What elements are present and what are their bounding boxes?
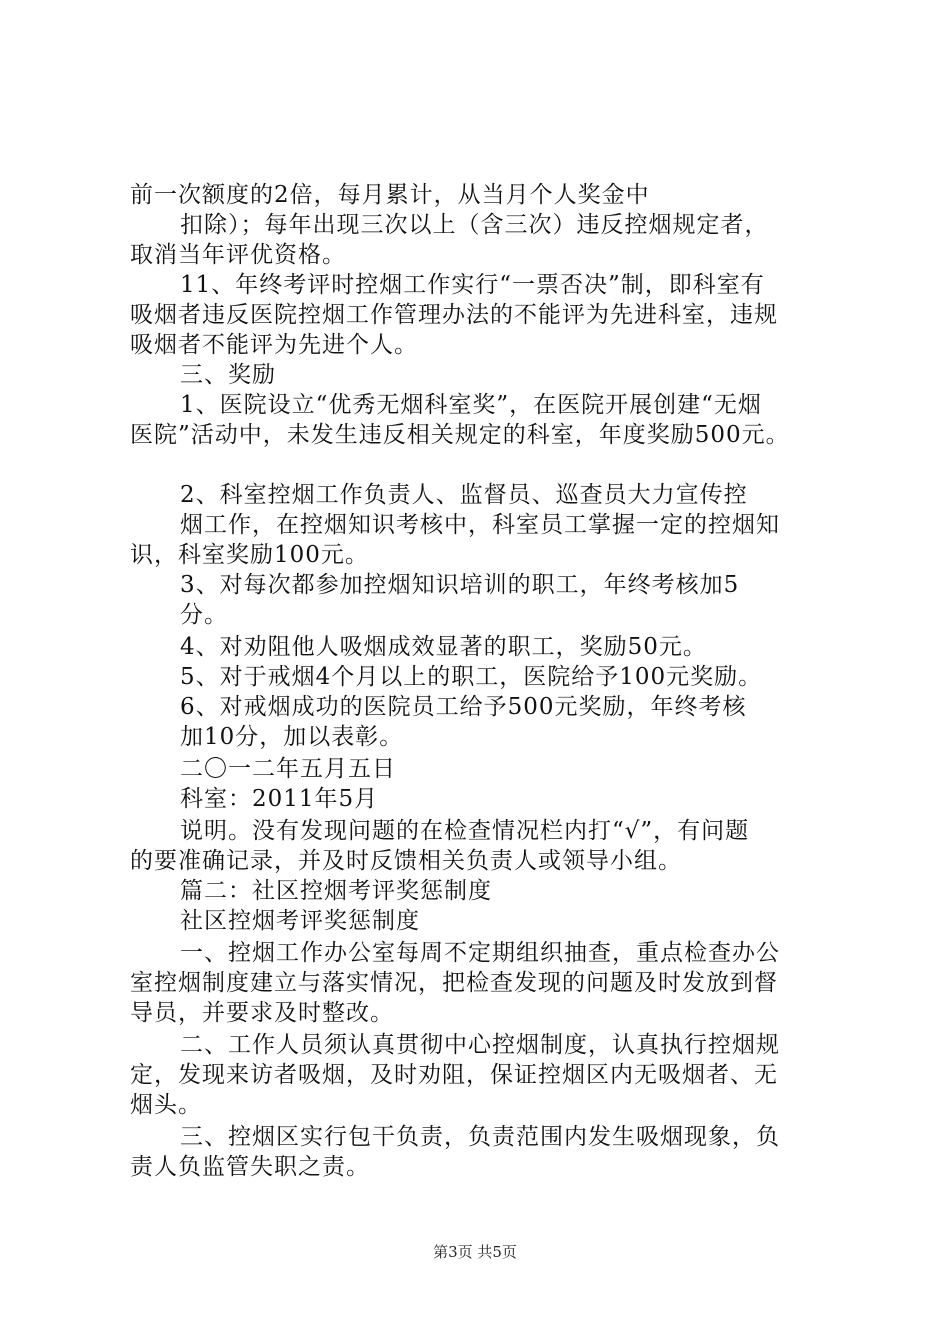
document-title: 社区控烟考评奖惩制度 bbox=[180, 908, 420, 934]
text-line: 2、科室控烟工作负责人、监督员、巡查员大力宣传控 bbox=[180, 482, 748, 508]
date-line: 二〇一二年五月五日 bbox=[180, 756, 396, 782]
text-line: 定，发现来访者吸烟，及时劝阻，保证控烟区内无吸烟者、无 bbox=[130, 1062, 778, 1088]
text-line: 烟头。 bbox=[130, 1092, 202, 1118]
text-line: 医院”活动中，未发生违反相关规定的科室，年度奖励500元。 bbox=[130, 422, 790, 448]
text-line: 3、对每次都参加控烟知识培训的职工，年终考核加5 bbox=[180, 572, 740, 598]
text-line: 5、对于戒烟4个月以上的职工，医院给予100元奖励。 bbox=[180, 664, 763, 690]
text-line: 室控烟制度建立与落实情况，把检查发现的问题及时发放到督 bbox=[130, 970, 778, 996]
text-line: 4、对劝阻他人吸烟成效显著的职工，奖励50元。 bbox=[180, 634, 707, 660]
text-line: 导员，并要求及时整改。 bbox=[130, 1000, 394, 1026]
text-line: 11、年终考评时控烟工作实行“一票否决”制，即科室有 bbox=[180, 272, 765, 298]
text-line: 扣除）；每年出现三次以上（含三次）违反控烟规定者， bbox=[180, 212, 769, 238]
text-line: 吸烟者不能评为先进个人。 bbox=[130, 332, 418, 358]
text-line: 一、控烟工作办公室每周不定期组织抽查，重点检查办公 bbox=[180, 940, 780, 966]
text-line: 识，科室奖励100元。 bbox=[130, 542, 369, 568]
text-line: 三、控烟区实行包干负责，负责范围内发生吸烟现象，负 bbox=[180, 1124, 780, 1150]
text-line: 科室：2011年5月 bbox=[180, 786, 379, 812]
text-line: 分。 bbox=[180, 602, 228, 628]
text-line: 加10分，加以表彰。 bbox=[180, 724, 404, 750]
page-number: 第3页 共5页 bbox=[433, 1243, 517, 1261]
text-line: 前一次额度的2倍，每月累计，从当月个人奖金中 bbox=[130, 182, 650, 208]
text-line: 责人负监管失职之责。 bbox=[130, 1154, 370, 1180]
text-line: 取消当年评优资格。 bbox=[130, 242, 346, 268]
text-line: 二、工作人员须认真贯彻中心控烟制度，认真执行控烟规 bbox=[180, 1032, 780, 1058]
text-line: 的要准确记录，并及时反馈相关负责人或领导小组。 bbox=[130, 848, 682, 874]
text-line: 烟工作，在控烟知识考核中，科室员工掌握一定的控烟知 bbox=[180, 512, 780, 538]
section-heading: 篇二：社区控烟考评奖惩制度 bbox=[180, 878, 492, 904]
text-line: 1、医院设立“优秀无烟科室奖”，在医院开展创建“无烟 bbox=[180, 392, 762, 418]
section-heading: 三、奖励 bbox=[180, 362, 276, 388]
text-line: 6、对戒烟成功的医院员工给予500元奖励，年终考核 bbox=[180, 694, 747, 720]
text-line: 吸烟者违反医院控烟工作管理办法的不能评为先进科室，违规 bbox=[130, 302, 778, 328]
text-line: 说明。没有发现问题的在检查情况栏内打“√”，有问题 bbox=[180, 818, 750, 844]
